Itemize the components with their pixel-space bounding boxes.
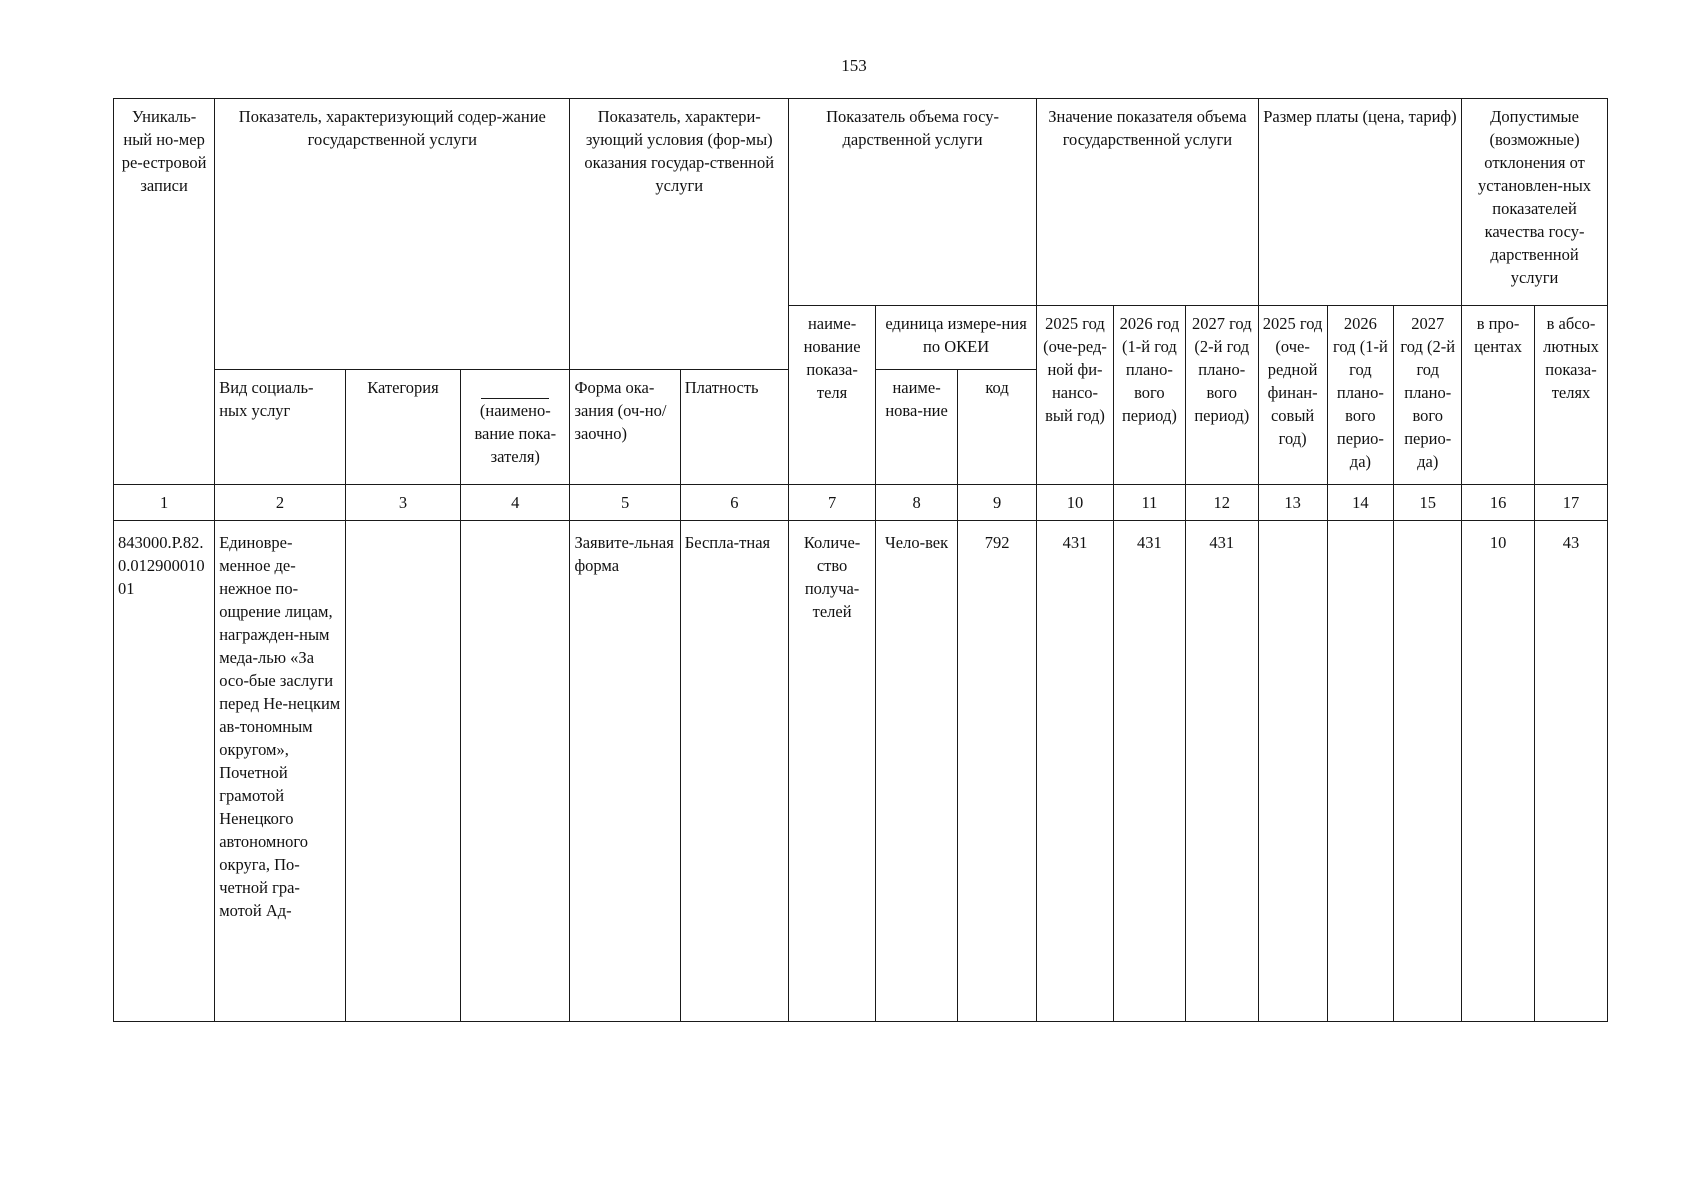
column-number: 10 [1037, 485, 1114, 521]
header-registry-number: Уникаль-ный но-мер ре-естровой записи [114, 99, 215, 485]
header-fee-2026: 2026 год (1-й год плано-вого перио-да) [1327, 306, 1394, 485]
header-content-indicator: Показатель, характеризующий содер-жание государственной услуги [215, 99, 570, 370]
cell-indicator-name [461, 521, 570, 1022]
cell-unit-code: 792 [958, 521, 1037, 1022]
header-deviation-percent: в про-центах [1462, 306, 1535, 485]
header-okei-unit: единица измере-ния по ОКЕИ [876, 306, 1037, 370]
header-value-2025: 2025 год (оче-ред-ной фи-нансо-вый год) [1037, 306, 1114, 485]
header-value-2026: 2026 год (1-й год плано-вого период) [1113, 306, 1185, 485]
cell-fee-2025 [1258, 521, 1327, 1022]
header-value-2027: 2027 год (2-й год плано-вого период) [1185, 306, 1258, 485]
column-number: 15 [1394, 485, 1462, 521]
column-number: 1 [114, 485, 215, 521]
cell-category [345, 521, 460, 1022]
column-number: 4 [461, 485, 570, 521]
column-number: 12 [1185, 485, 1258, 521]
header-payment: Платность [680, 370, 788, 485]
cell-value-2025: 431 [1037, 521, 1114, 1022]
cell-fee-2026 [1327, 521, 1394, 1022]
cell-value-2026: 431 [1113, 521, 1185, 1022]
header-service-type: Вид социаль-ных услуг [215, 370, 346, 485]
cell-registry-number: 843000.Р.82.0.01290001001 [114, 521, 215, 1022]
header-indicator-name [461, 370, 570, 485]
header-conditions-indicator: Показатель, характери-зующий условия (фор-мы) оказания государ-ственной услуги [570, 99, 789, 370]
column-number: 3 [345, 485, 460, 521]
blank-underline [481, 398, 549, 399]
header-volume-indicator: Показатель объема госу-дарственной услуги [789, 99, 1037, 306]
column-number: 16 [1462, 485, 1535, 521]
column-number: 11 [1113, 485, 1185, 521]
header-indicator-name-label: (наимено-вание пока-зателя) [474, 401, 557, 466]
column-number: 14 [1327, 485, 1394, 521]
cell-fee-2027 [1394, 521, 1462, 1022]
cell-service-type: Единовре-менное де-нежное по-ощрение лицам, награжден-ным меда-лью «За осо-бые заслуги перед Не-нецким ав-тономным округом», Почетной грамотой Ненецкого автономного округа, По-четной гра-мотой Ад- [215, 521, 346, 1022]
cell-payment: Беспла-тная [680, 521, 788, 1022]
header-fee-2027: 2027 год (2-й год плано-вого перио-да) [1394, 306, 1462, 485]
column-number: 9 [958, 485, 1037, 521]
cell-unit-name: Чело-век [876, 521, 958, 1022]
header-deviation-absolute: в абсо-лютных показа-телях [1535, 306, 1608, 485]
header-form: Форма ока-зания (оч-но/заочно) [570, 370, 680, 485]
header-okei-code: код [958, 370, 1037, 485]
column-number: 8 [876, 485, 958, 521]
column-number: 6 [680, 485, 788, 521]
cell-form: Заявите-льная форма [570, 521, 680, 1022]
header-volume-name: наиме-нование показа-теля [789, 306, 876, 485]
header-allowed-deviation: Допустимые (возможные) отклонения от установлен-ных показателей качества госу-дарственной услуги [1462, 99, 1608, 306]
column-number: 13 [1258, 485, 1327, 521]
column-number: 7 [789, 485, 876, 521]
column-number: 2 [215, 485, 346, 521]
header-okei-name: наиме-нова-ние [876, 370, 958, 485]
cell-volume-name: Количе-ство получа-телей [789, 521, 876, 1022]
header-fee: Размер платы (цена, тариф) [1258, 99, 1461, 306]
header-fee-2025: 2025 год (оче-редной финан-совый год) [1258, 306, 1327, 485]
header-volume-value: Значение показателя объема государственной услуги [1037, 99, 1259, 306]
column-number: 5 [570, 485, 680, 521]
page-number: 153 [841, 56, 867, 75]
cell-deviation-absolute: 43 [1535, 521, 1608, 1022]
cell-value-2027: 431 [1185, 521, 1258, 1022]
service-volume-table [113, 98, 1608, 1022]
table-row [114, 521, 1608, 1022]
header-category: Категория [345, 370, 460, 485]
cell-deviation-percent: 10 [1462, 521, 1535, 1022]
column-number: 17 [1535, 485, 1608, 521]
